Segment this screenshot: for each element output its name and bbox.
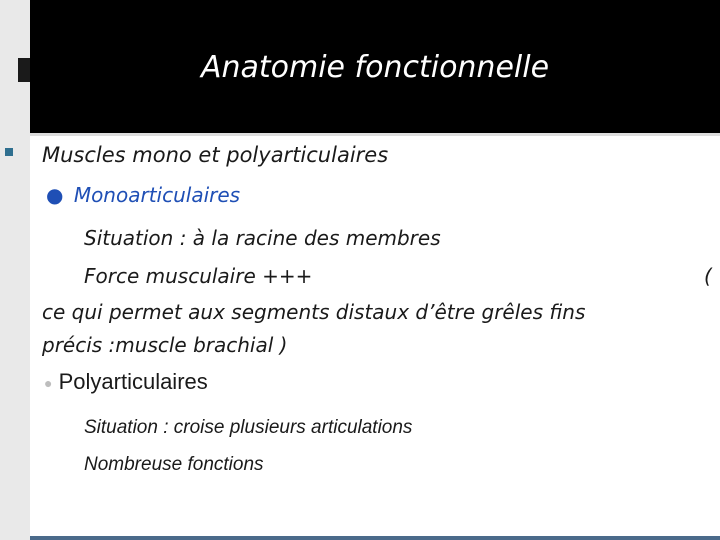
line-situation-croise: Situation : croise plusieurs articulations	[84, 417, 413, 438]
line-situation-racine: Situation : à la racine des membres	[84, 226, 441, 250]
line-nombreuse-fonctions: Nombreuse fonctions	[84, 454, 264, 475]
bullet-dot-icon: ●	[46, 183, 64, 207]
line-force-musculaire: Force musculaire +++	[84, 264, 313, 288]
line-polyarticulaires	[44, 369, 208, 395]
bullet-dot-icon: ●	[44, 375, 53, 392]
line-ce-qui-permet: ce qui permet aux segments distaux d’être grêles fins	[42, 300, 586, 324]
polyarticulaires-label: Polyarticulaires	[58, 369, 208, 394]
line-muscles-mono-poly: Muscles mono et polyarticulaires	[42, 143, 389, 167]
title-shadow	[30, 133, 720, 136]
line-monoarticulaires	[46, 183, 240, 207]
title-mark	[18, 58, 30, 82]
line-precis: précis :muscle brachial )	[42, 333, 288, 357]
monoarticulaires-label: Monoarticulaires	[73, 183, 241, 207]
square-bullet-icon	[0, 143, 18, 161]
bottom-accent-line	[30, 536, 720, 540]
line-paren: (	[704, 264, 712, 288]
slide-title: Anatomie fonctionnelle	[200, 50, 550, 85]
